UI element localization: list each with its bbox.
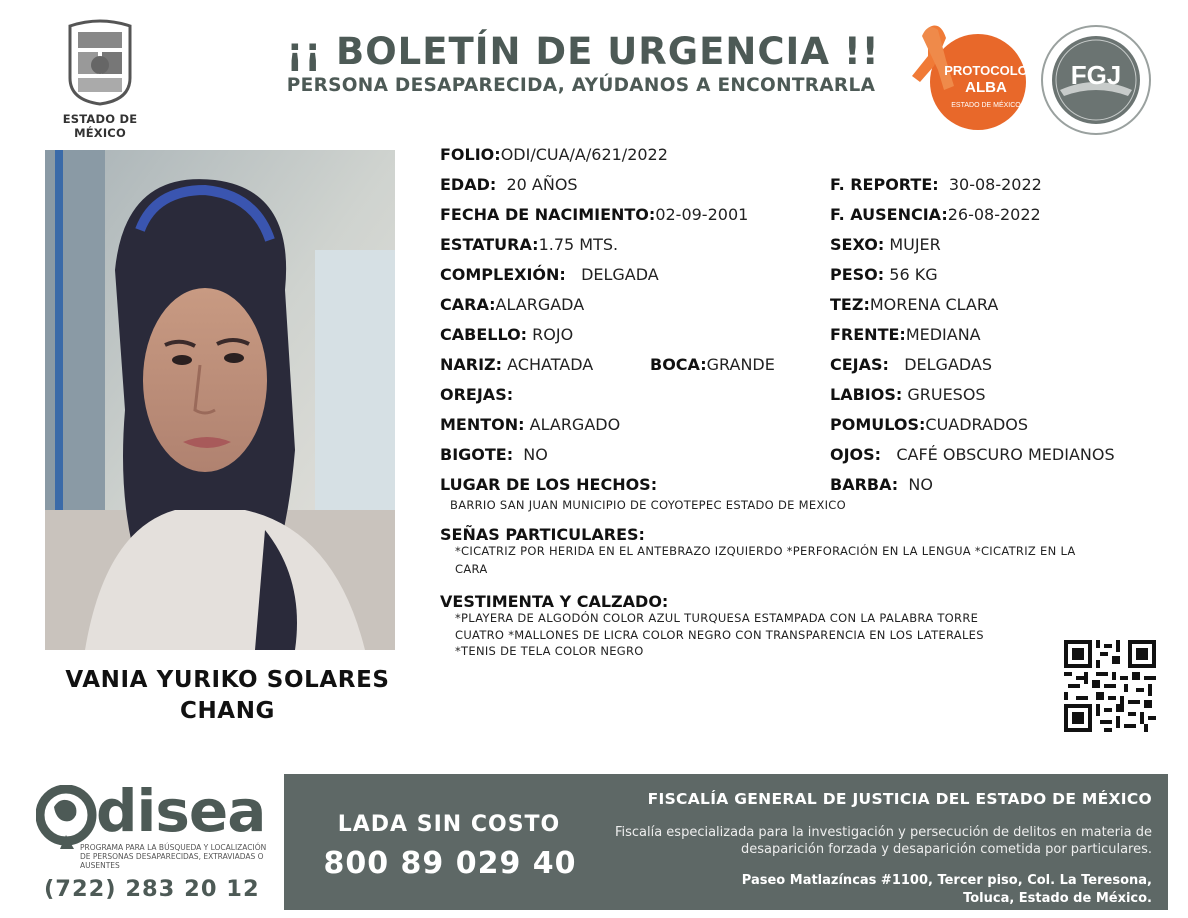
qr-code-icon: [1064, 640, 1156, 732]
vestimenta-line2: CUATRO *MALLONES DE LICRA COLOR NEGRO CON TRANSPARENCIA EN LOS LATERALES: [455, 628, 984, 642]
field-pomulos: [830, 415, 1028, 435]
field-label: CEJAS:: [830, 355, 889, 374]
field-orejas: [440, 385, 513, 405]
field-boca: [650, 355, 775, 375]
person-photo: [45, 150, 395, 650]
field-lugar-label: [440, 475, 657, 495]
field-label: OJOS:: [830, 445, 882, 464]
field-value: ODI/CUA/A/621/2022: [500, 145, 668, 164]
field-label: MENTON:: [440, 415, 525, 434]
field-complexion: [440, 265, 659, 285]
odisea-description: PROGRAMA PARA LA BÚSQUEDA Y LOCALIZACIÓN DE PERSONAS DESAPARECIDAS, EXTRAVIADAS O AUSENTES: [80, 843, 267, 870]
field-cejas: [830, 355, 992, 375]
field-value: DELGADA: [581, 265, 659, 284]
field-label: LABIOS:: [830, 385, 903, 404]
field-peso: [830, 265, 938, 285]
field-value: ALARGADO: [529, 415, 621, 434]
awareness-ribbon-icon: [898, 20, 1030, 132]
field-sexo: [830, 235, 941, 255]
address-line1: Paseo Matlazíncas #1100, Tercer piso, Col. La Teresona,: [741, 873, 1152, 888]
field-label: PESO:: [830, 265, 885, 284]
field-label: NARIZ:: [440, 355, 503, 374]
field-edad: [440, 175, 578, 195]
field-value: CUADRADOS: [925, 415, 1029, 434]
senas-line2: CARA: [455, 562, 488, 576]
field-bigote: [440, 445, 548, 465]
field-label: FOLIO:: [440, 145, 501, 164]
vestimenta-line1: *PLAYERA DE ALGODÓN COLOR AZUL TURQUESA ESTAMPADA CON LA PALABRA TORRE: [455, 611, 979, 625]
field-value: MEDIANA: [905, 325, 981, 344]
fgj-address: [632, 872, 1152, 908]
field-value: 30-08-2022: [948, 175, 1042, 194]
field-cabello: [440, 325, 573, 345]
odisea-phone[interactable]: (722) 283 20 12: [44, 876, 260, 902]
field-f-ausencia: [830, 205, 1041, 225]
odisea-wordmark: disea: [96, 777, 266, 845]
field-label: EDAD:: [440, 175, 497, 194]
senas-line1: *CICATRIZ POR HERIDA EN EL ANTEBRAZO IZQUIERDO *PERFORACIÓN EN LA LENGUA *CICATRIZ EN LA: [455, 544, 1076, 558]
fgj-description: Fiscalía especializada para la investigación y persecución de delitos en materia de desaparición forzada y desaparición cometida por particulares.: [614, 825, 1152, 857]
lada-phone-number[interactable]: 800 89 029 40: [323, 846, 577, 881]
field-frente: [830, 325, 981, 345]
field-value: 20 AÑOS: [506, 175, 578, 194]
field-label: ESTATURA:: [440, 235, 539, 254]
field-folio: [440, 145, 668, 165]
field-barba: [830, 475, 933, 495]
field-value: GRUESOS: [907, 385, 986, 404]
alba-text-protocolo: PROTOCOLO: [944, 63, 1028, 78]
field-value: 56 KG: [889, 265, 938, 284]
field-value: NO: [523, 445, 548, 464]
field-value: DELGADAS: [904, 355, 993, 374]
address-line2: Toluca, Estado de México.: [963, 891, 1152, 906]
bulletin-title: ¡¡ BOLETÍN DE URGENCIA !!: [286, 30, 880, 73]
lada-sin-costo-label: LADA SIN COSTO: [337, 812, 561, 837]
field-cara: [440, 295, 584, 315]
field-value: ACHATADA: [507, 355, 594, 374]
fgj-seal-icon: [1040, 24, 1152, 136]
field-label: CARA:: [440, 295, 496, 314]
protocolo-alba-logo: [898, 20, 1030, 132]
field-label: POMULOS:: [830, 415, 926, 434]
vestimenta-line3: *TENIS DE TELA COLOR NEGRO: [455, 644, 644, 658]
field-labios: [830, 385, 986, 405]
estado-de-mexico-logo: [40, 18, 160, 140]
field-f-reporte: [830, 175, 1042, 195]
field-value: MUJER: [889, 235, 941, 254]
person-name-line2: CHANG: [179, 698, 276, 724]
field-value: GRANDE: [706, 355, 775, 374]
field-label: CABELLO:: [440, 325, 528, 344]
field-tez: [830, 295, 998, 315]
field-fecha-nacimiento: [440, 205, 748, 225]
coat-of-arms-icon: [64, 18, 136, 106]
field-value: MORENA CLARA: [869, 295, 999, 314]
field-value: CAFÉ OBSCURO MEDIANOS: [896, 445, 1115, 464]
person-name-line1: VANIA YURIKO SOLARES: [65, 667, 390, 693]
field-label: F. AUSENCIA:: [830, 205, 948, 224]
field-label: SEXO:: [830, 235, 885, 254]
bulletin-subtitle: PERSONA DESAPARECIDA, AYÚDANOS A ENCONTRARLA: [286, 75, 876, 96]
field-label: BARBA:: [830, 475, 899, 494]
field-label: BIGOTE:: [440, 445, 514, 464]
vestimenta-title: VESTIMENTA Y CALZADO:: [440, 592, 669, 611]
estado-de-mexico-label: ESTADO DE MÉXICO: [62, 112, 138, 140]
fgj-name: FISCALÍA GENERAL DE JUSTICIA DEL ESTADO DE MÉXICO: [647, 790, 1152, 808]
field-label: F. REPORTE:: [830, 175, 939, 194]
qr-code[interactable]: [1064, 640, 1156, 732]
field-value: 02-09-2001: [655, 205, 749, 224]
field-nariz: [440, 355, 593, 375]
field-label: LUGAR DE LOS HECHOS:: [440, 475, 658, 494]
field-value: NO: [908, 475, 933, 494]
field-menton: [440, 415, 620, 435]
alba-text-alba: ALBA: [965, 79, 1007, 96]
field-label: BOCA:: [650, 355, 707, 374]
field-value: ROJO: [532, 325, 574, 344]
field-lugar-value: BARRIO SAN JUAN MUNICIPIO DE COYOTEPEC ESTADO DE MEXICO: [450, 498, 846, 512]
alba-text-estado: ESTADO DE MÉXICO: [951, 102, 1021, 109]
odisea-pin-icon: [36, 785, 100, 849]
person-photo-image: [45, 150, 395, 650]
field-label: COMPLEXIÓN:: [440, 265, 566, 284]
field-ojos: [830, 445, 1115, 465]
field-value: ALARGADA: [495, 295, 585, 314]
field-estatura: [440, 235, 618, 255]
odisea-logo: [36, 777, 276, 870]
fgj-info-panel: [284, 774, 1168, 910]
field-value: 1.75 MTS.: [538, 235, 619, 254]
field-label: FECHA DE NACIMIENTO:: [440, 205, 656, 224]
person-name: [45, 665, 410, 727]
field-label: OREJAS:: [440, 385, 514, 404]
fgj-seal-logo: [1040, 24, 1152, 136]
field-value: 26-08-2022: [947, 205, 1041, 224]
fgj-seal-text: FGJ: [1070, 60, 1122, 90]
field-label: FRENTE:: [830, 325, 906, 344]
field-label: TEZ:: [830, 295, 870, 314]
senas-title: SEÑAS PARTICULARES:: [440, 525, 645, 544]
